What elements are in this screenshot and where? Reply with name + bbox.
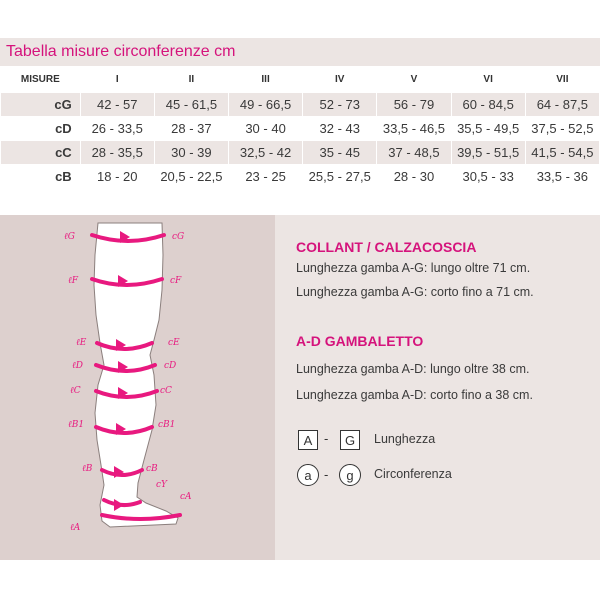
table-cell: 41,5 - 54,5 xyxy=(525,141,599,165)
row-label: cG xyxy=(1,93,81,117)
label-cF: cF xyxy=(170,276,182,286)
label-cA: cA xyxy=(180,492,192,502)
size-header: I xyxy=(80,67,154,93)
label-lB1: ℓB1 xyxy=(68,420,85,430)
legend-text: Lunghezza xyxy=(374,432,436,446)
section2-line: Lunghezza gamba A-D: corto fino a 38 cm. xyxy=(296,388,533,402)
label-cB1: cB1 xyxy=(158,420,176,430)
table-row xyxy=(1,93,600,117)
table-cell: 25,5 - 27,5 xyxy=(303,165,377,189)
table-cell: 52 - 73 xyxy=(303,93,377,117)
table-row xyxy=(1,141,600,165)
label-lE: ℓE xyxy=(76,338,87,348)
table-cell: 20,5 - 22,5 xyxy=(154,165,228,189)
table-cell: 32 - 43 xyxy=(303,117,377,141)
size-header: III xyxy=(229,67,303,93)
leg-diagram xyxy=(0,215,275,560)
table-cell: 26 - 33,5 xyxy=(80,117,154,141)
label-cE: cE xyxy=(168,338,180,348)
label-cB: cB xyxy=(146,464,158,474)
table-cell: 18 - 20 xyxy=(80,165,154,189)
table-cell: 37,5 - 52,5 xyxy=(525,117,599,141)
table-cell: 35 - 45 xyxy=(303,141,377,165)
lower-panel xyxy=(0,215,600,560)
table-cell: 42 - 57 xyxy=(80,93,154,117)
table-cell: 37 - 48,5 xyxy=(377,141,451,165)
legend-key-from: a xyxy=(297,464,319,486)
label-cY: cY xyxy=(156,480,167,490)
size-header: V xyxy=(377,67,451,93)
table-cell: 30 - 40 xyxy=(229,117,303,141)
table-cell: 64 - 87,5 xyxy=(525,93,599,117)
size-header: VII xyxy=(525,67,599,93)
table-cell: 28 - 35,5 xyxy=(80,141,154,165)
label-lD: ℓD xyxy=(72,361,83,371)
section2-title: A-D GAMBALETTO xyxy=(296,333,424,349)
legend-text: Circonferenza xyxy=(374,467,452,481)
table-cell: 30,5 - 33 xyxy=(451,165,525,189)
label-lF: ℓF xyxy=(68,276,78,286)
size-table xyxy=(0,66,600,189)
table-cell: 30 - 39 xyxy=(154,141,228,165)
table-title: Tabella misure circonferenze cm xyxy=(6,43,236,60)
table-cell: 32,5 - 42 xyxy=(229,141,303,165)
legend-key-to: G xyxy=(340,430,360,450)
section1-line: Lunghezza gamba A-G: corto fino a 71 cm. xyxy=(296,285,534,299)
left-labels xyxy=(64,232,93,533)
label-cD: cD xyxy=(164,361,177,371)
label-lB: ℓB xyxy=(82,464,93,474)
label-lA: ℓA xyxy=(70,523,81,533)
row-label: cD xyxy=(1,117,81,141)
label-lC: ℓC xyxy=(70,386,81,396)
section1-line: Lunghezza gamba A-G: lungo oltre 71 cm. xyxy=(296,261,531,275)
size-header: II xyxy=(154,67,228,93)
table-row xyxy=(1,117,600,141)
label-cC: cC xyxy=(160,386,172,396)
label-cG: cG xyxy=(172,232,185,242)
size-header: VI xyxy=(451,67,525,93)
legend-dash: - xyxy=(324,467,329,482)
table-cell: 60 - 84,5 xyxy=(451,93,525,117)
table-cell: 33,5 - 46,5 xyxy=(377,117,451,141)
legend-dash: - xyxy=(324,431,329,446)
table-row xyxy=(1,165,600,189)
table-cell: 45 - 61,5 xyxy=(154,93,228,117)
table-title-bar xyxy=(0,38,600,66)
table-cell: 49 - 66,5 xyxy=(229,93,303,117)
table-cell: 39,5 - 51,5 xyxy=(451,141,525,165)
row-label: cB xyxy=(1,165,81,189)
legend-key-from: A xyxy=(298,430,318,450)
table-cell: 23 - 25 xyxy=(229,165,303,189)
table-header-row xyxy=(1,67,600,93)
label-lG: ℓG xyxy=(64,232,75,242)
section1-title: COLLANT / CALZACOSCIA xyxy=(296,239,477,255)
table-cell: 35,5 - 49,5 xyxy=(451,117,525,141)
table-cell: 28 - 37 xyxy=(154,117,228,141)
table-cell: 28 - 30 xyxy=(377,165,451,189)
row-label: cC xyxy=(1,141,81,165)
leg-diagram-panel xyxy=(0,215,275,560)
table-cell: 56 - 79 xyxy=(377,93,451,117)
size-header: IV xyxy=(303,67,377,93)
section2-line: Lunghezza gamba A-D: lungo oltre 38 cm. xyxy=(296,362,530,376)
legend-key-to: g xyxy=(339,464,361,486)
table-cell: 33,5 - 36 xyxy=(525,165,599,189)
header-label: MISURE xyxy=(1,67,81,93)
